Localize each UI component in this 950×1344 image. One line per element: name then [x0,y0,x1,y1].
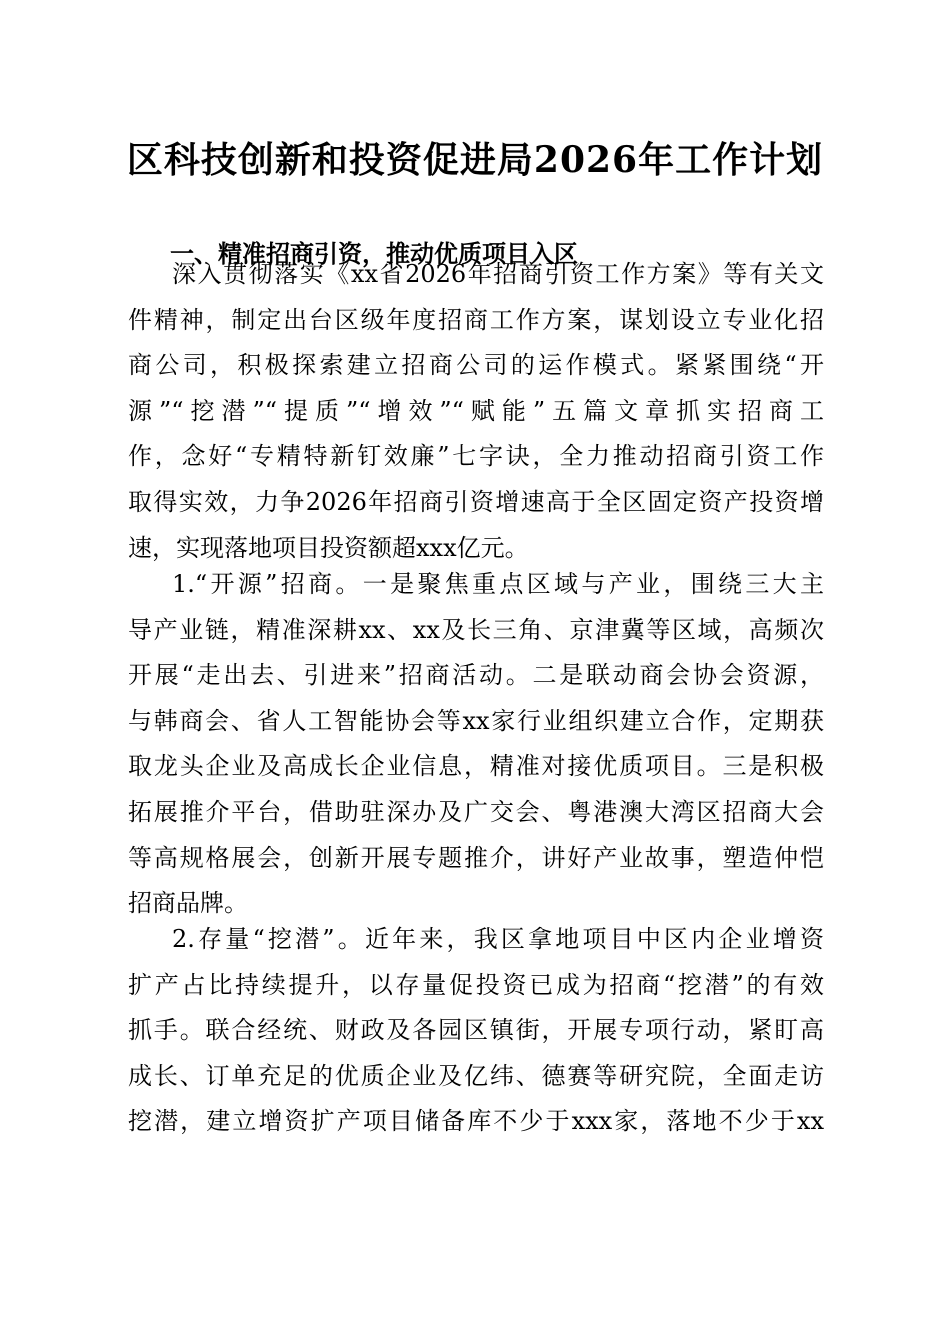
paragraph-line: 拓展推介平台，借助驻深办及广交会、粤港澳大湾区招商大会 [128,797,824,826]
paragraph-line: 速，实现落地项目投资额超xxx亿元。 [128,533,529,562]
paragraph-line: 源”“挖潜”“提质”“增效”“赋能”五篇文章抓实招商工 [128,396,824,425]
paragraph-line: 成长、订单充足的优质企业及亿纬、德赛等研究院，全面走访 [128,1061,824,1090]
paragraph-line: 挖潜，建立增资扩产项目储备库不少于xxx家，落地不少于xx [128,1107,824,1136]
section-heading: 一、精准招商引资，推动优质项目入区 [170,240,578,268]
paragraph-line: 取得实效，力争2026年招商引资增速高于全区固定资产投资增 [128,487,824,516]
paragraph-1 [128,252,824,571]
paragraph-line: 件精神，制定出台区级年度招商工作方案，谋划设立专业化招 [128,305,824,334]
paragraph-line: 1.“开源”招商。一是聚焦重点区域与产业，围绕三大主 [172,570,824,598]
paragraph-3 [128,917,824,1145]
paragraph-line: 扩产占比持续提升，以存量促投资已成为招商“挖潜”的有效 [128,970,824,999]
paragraph-line: 招商品牌。 [128,889,248,918]
paragraph-line: 等高规格展会，创新开展专题推介，讲好产业故事，塑造仲恺 [128,843,824,872]
paragraph-2 [128,562,824,927]
paragraph-line: 导产业链，精准深耕xx、xx及长三角、京津冀等区域，高频次 [128,615,824,644]
paragraph-line: 2.存量“挖潜”。近年来，我区拿地项目中区内企业增资 [172,925,824,953]
paragraph-line: 抓手。联合经统、财政及各园区镇街，开展专项行动，紧盯高 [128,1016,824,1045]
paragraph-line: 商公司，积极探索建立招商公司的运作模式。紧紧围绕“开 [128,351,824,380]
paragraph-line: 开展“走出去、引进来”招商活动。二是联动商会协会资源， [128,661,824,690]
paragraph-line: 取龙头企业及高成长企业信息，精准对接优质项目。三是积极 [128,752,824,781]
paragraph-line: 深入贯彻落实《xx省2026年招商引资工作方案》等有关文 [172,260,824,288]
paragraph-line: 与韩商会、省人工智能协会等xx家行业组织建立合作，定期获 [128,706,824,735]
paragraph-line: 作，念好“专精特新钉效廉”七字诀，全力推动招商引资工作 [128,442,824,471]
document-title: 区科技创新和投资促进局2026年工作计划 [126,139,824,181]
